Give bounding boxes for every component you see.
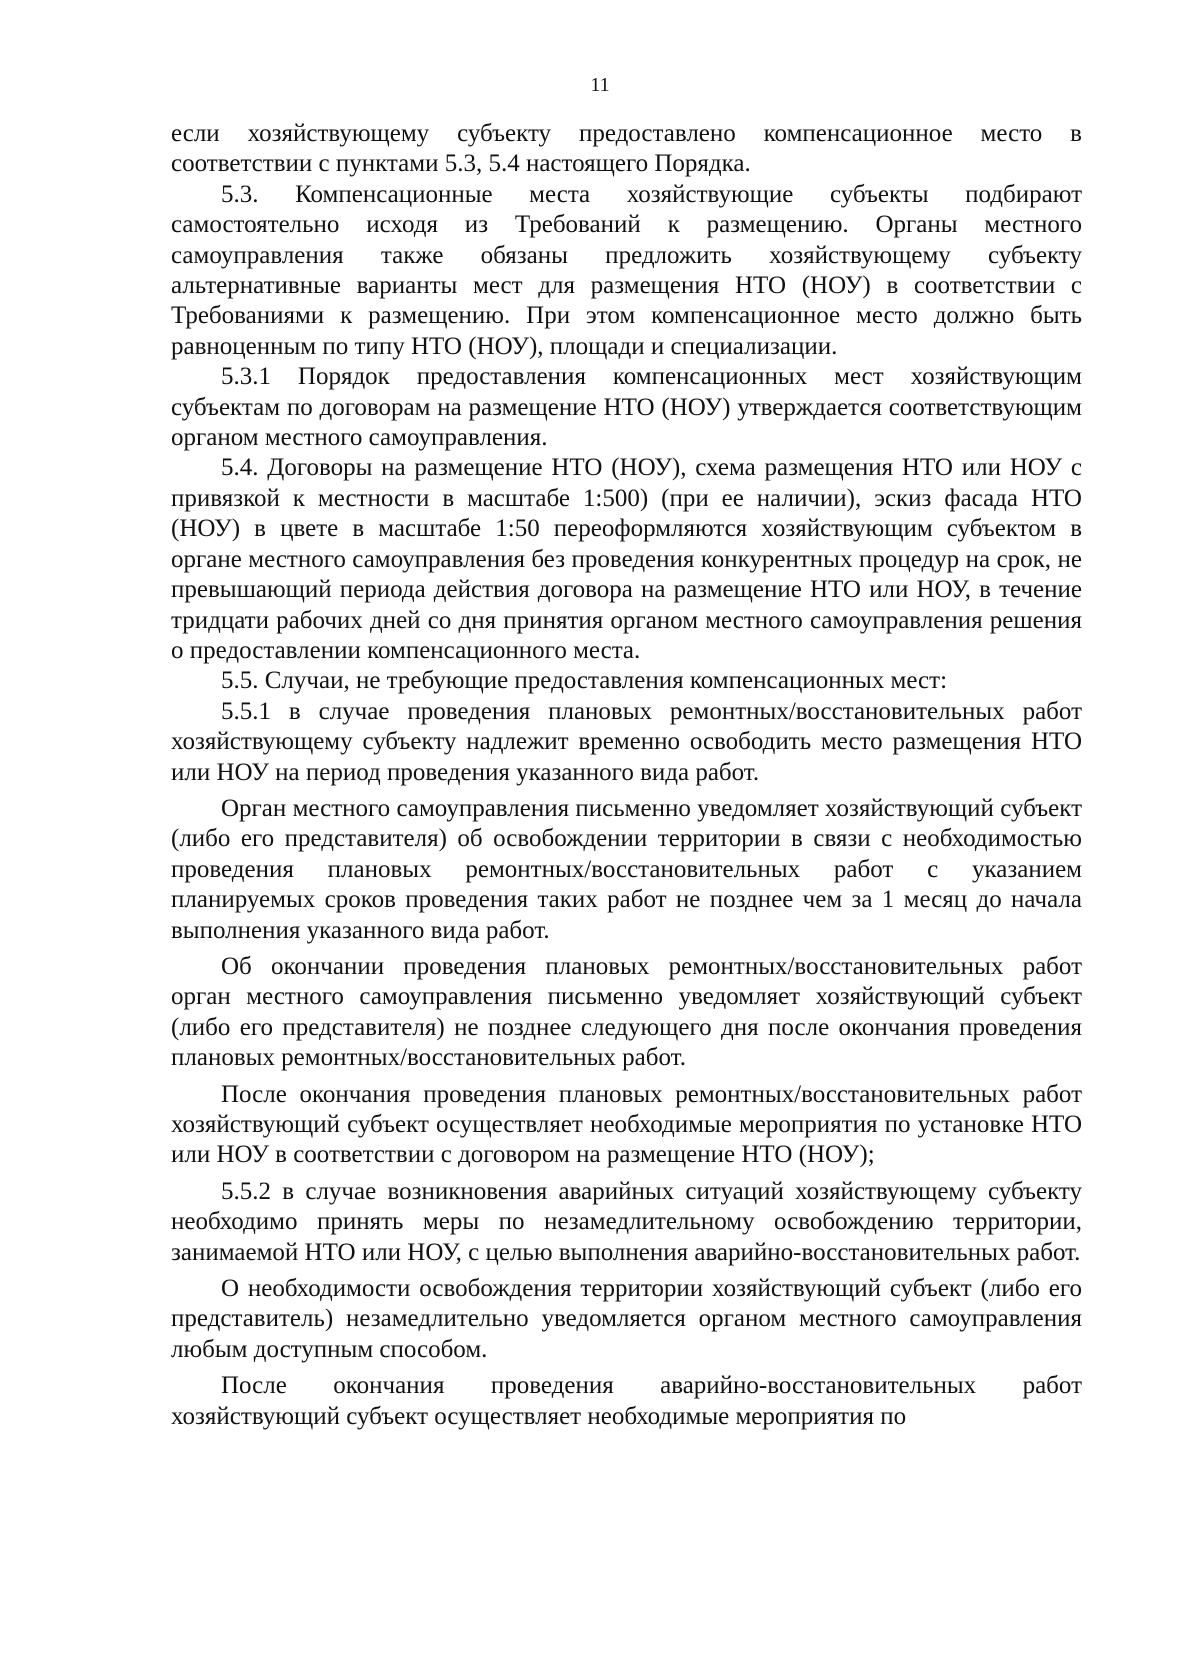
paragraph-after-emergency-works: После окончания проведения аварийно-восстановительных работ хозяйствующий субъект осуществляет необходимые мероприятия по — [171, 1372, 1082, 1430]
paragraph-5-3-1: 5.3.1 Порядок предоставления компенсационных мест хозяйствующим субъектам по договорам на размещение НТО (НОУ) утверждается соответствующим органом местного самоуправления. — [171, 363, 1082, 452]
paragraph-emergency-notice: О необходимости освобождения территории хозяйствующий субъект (либо его представитель) незамедлительно уведомляется органом местного самоуправления любым доступным способом. — [171, 1275, 1082, 1363]
paragraph-continuation: если хозяйствующему субъекту предоставлено компенсационное место в соответствии с пунктами 5.3, 5.4 настоящего Порядка. — [171, 120, 1082, 178]
page-number: 11 — [590, 74, 610, 96]
paragraph-5-5-1: 5.5.1 в случае проведения плановых ремонтных/восстановительных работ хозяйствующему субъекту надлежит временно освободить место размещения НТО или НОУ на период проведения указанного вида работ. — [171, 697, 1082, 786]
paragraph-5-4: 5.4. Договоры на размещение НТО (НОУ), схема размещения НТО или НОУ с привязкой к местности в масштабе 1:500) (при ее наличии), эскиз фасада НТО (НОУ) в цвете в масштабе 1:50 переоформляются хозяйствующим субъектом в органе местного самоуправления без проведения конкурентных процедур на срок, не превышающий периода действия договора на размещение НТО или НОУ, в течение тридцати рабочих дней со дня принятия органом местного самоуправления решения о предоставлении компенсационного места. — [171, 454, 1082, 664]
paragraph-after-planned-works: После окончания проведения плановых ремонтных/восстановительных работ хозяйствующий субъект осуществляет необходимые мероприятия по установке НТО или НОУ в соответствии с договором на размещение НТО (НОУ); — [171, 1080, 1082, 1169]
paragraph-5-5: 5.5. Случаи, не требующие предоставления компенсационных мест: — [221, 667, 948, 695]
paragraph-notification: Орган местного самоуправления письменно уведомляет хозяйствующий субъект (либо его представителя) об освобождении территории в связи с необходимостью проведения плановых ремонтных/восстановительных работ с указанием планируемых сроков проведения таких работ не позднее чем за 1 месяц до начала выполнения указанного вида работ. — [171, 794, 1082, 944]
paragraph-5-3: 5.3. Компенсационные места хозяйствующие субъекты подбирают самостоятельно исходя из Требований к размещению. Органы местного самоуправления также обязаны предложить хозяйствующему субъекту альтернативные варианты мест для размещения НТО (НОУ) в соответствии с Требованиями к размещению. При этом компенсационное место должно быть равноценным по типу НТО (НОУ), площади и специализации. — [171, 180, 1082, 360]
document-body — [171, 119, 1082, 1432]
paragraph-5-5-2: 5.5.2 в случае возникновения аварийных ситуаций хозяйствующему субъекту необходимо принять меры по незамедлительному освобождению территории, занимаемой НТО или НОУ, с целью выполнения аварийно-восстановительных работ. — [171, 1177, 1082, 1266]
paragraph-completion-notice: Об окончании проведения плановых ремонтных/восстановительных работ орган местного самоуправления письменно уведомляет хозяйствующий субъект (либо его представителя) не позднее следующего дня после окончания проведения плановых ремонтных/восстановительных работ. — [171, 952, 1082, 1072]
